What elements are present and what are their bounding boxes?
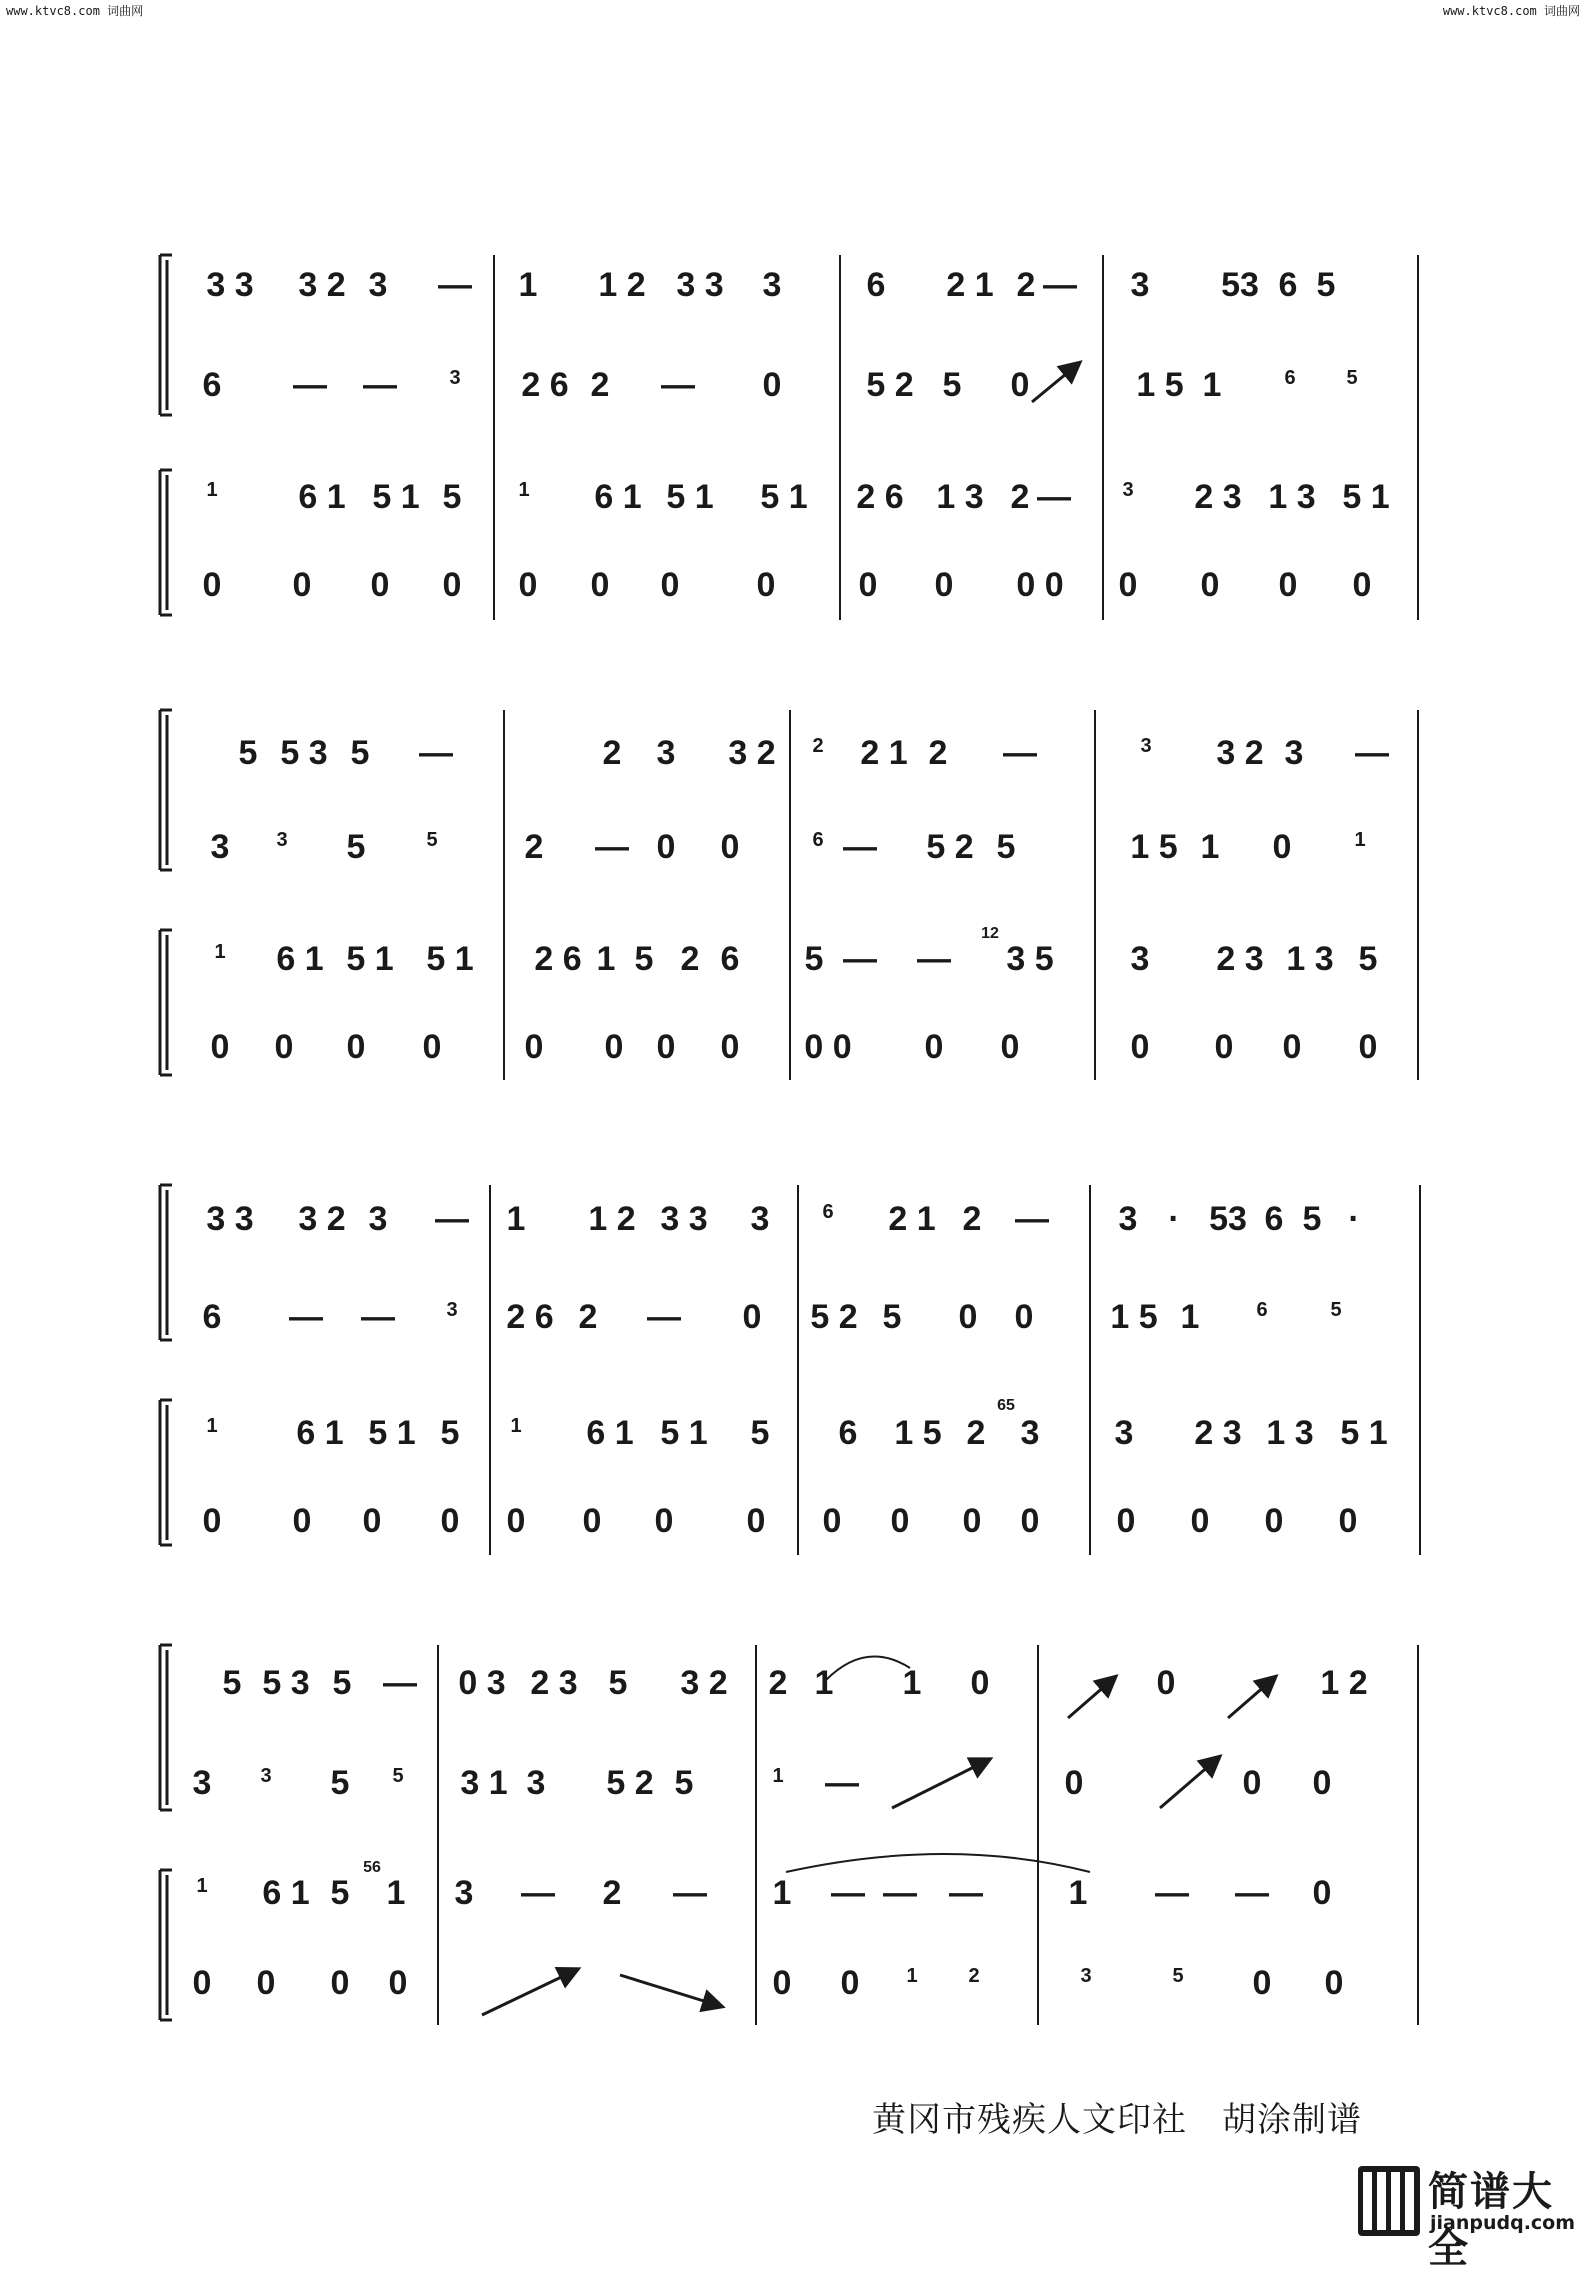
note: 2 3 — [1216, 940, 1264, 978]
site-header-left: www.ktvc8.com 词曲网 — [6, 4, 144, 18]
note: 5 — [1316, 266, 1336, 304]
note: 6 — [202, 1298, 222, 1336]
logo-name: 简谱大全 — [1428, 2169, 1554, 2272]
note: 2 — [962, 1200, 982, 1238]
note: 3 — [449, 367, 461, 389]
note: 6 — [838, 1414, 858, 1452]
note: — — [363, 366, 397, 404]
note: 5 1 — [368, 1414, 416, 1452]
note: 0 — [518, 566, 538, 604]
note: 6 — [1278, 266, 1298, 304]
note: 2 3 — [1194, 1414, 1242, 1452]
note: 6 1 — [298, 478, 346, 516]
note: 0 — [1190, 1502, 1210, 1540]
note: 2 6 — [521, 366, 569, 404]
note: 3 2 — [298, 1200, 346, 1238]
note: 5 3 — [280, 734, 328, 772]
note: 2 3 — [530, 1664, 578, 1702]
note: 3 — [1080, 1965, 1092, 1987]
note: 1 3 — [1266, 1414, 1314, 1452]
note: 1 — [518, 479, 530, 501]
note: — — [843, 940, 877, 978]
note: 2 — [590, 366, 610, 404]
note: 2 — [602, 1874, 622, 1912]
note: 5 — [1346, 367, 1358, 389]
note: 0 — [1352, 566, 1372, 604]
note: 0 — [1118, 566, 1138, 604]
note: — — [673, 1874, 707, 1912]
note: 0 — [292, 566, 312, 604]
note: 3 1 — [460, 1764, 508, 1802]
note: 1 — [902, 1664, 922, 1702]
note: — — [289, 1298, 323, 1336]
site-logo[interactable] — [1358, 2160, 1584, 2272]
logo-url: jianpudq.com — [1430, 2212, 1576, 2234]
note: 0 — [388, 1964, 408, 2002]
note: 5 — [804, 940, 824, 978]
note: 2 6 — [534, 940, 582, 978]
note: 0 — [1214, 1028, 1234, 1066]
note: — — [438, 266, 472, 304]
note: 3 — [1130, 266, 1150, 304]
note: 1 — [386, 1874, 406, 1912]
note: 0 — [256, 1964, 276, 2002]
note: 6 1 — [594, 478, 642, 516]
note: 0 — [1312, 1874, 1332, 1912]
note: 2 6 — [506, 1298, 554, 1336]
note: — — [361, 1298, 395, 1336]
note: 3 2 — [298, 266, 346, 304]
note: 0 — [604, 1028, 624, 1066]
note: 2 — [524, 828, 544, 866]
note: 3 — [1140, 735, 1152, 757]
note: 1 — [1180, 1298, 1200, 1336]
note: 0 — [772, 1964, 792, 2002]
note: 2 1 — [860, 734, 908, 772]
note: 0 — [590, 566, 610, 604]
note: 6 — [1264, 1200, 1284, 1238]
note: 5 1 — [666, 478, 714, 516]
note: 3 — [526, 1764, 546, 1802]
note: 1 3 — [1286, 940, 1334, 978]
note: 5 — [350, 734, 370, 772]
note: 2 — [1010, 478, 1030, 516]
note: 0 — [762, 366, 782, 404]
note: 6 1 — [276, 940, 324, 978]
note: 6 — [866, 266, 886, 304]
note: 0 — [924, 1028, 944, 1066]
note: 5 — [608, 1664, 628, 1702]
note: 0 — [756, 566, 776, 604]
note: 0 — [1000, 1028, 1020, 1066]
note: 0 — [1156, 1664, 1176, 1702]
note: 3 2 — [680, 1664, 728, 1702]
note: — — [293, 366, 327, 404]
note: 3 2 — [728, 734, 776, 772]
note: 0 — [970, 1664, 990, 1702]
note: 0 — [1272, 828, 1292, 866]
note: 0 — [202, 566, 222, 604]
note: 0 — [660, 566, 680, 604]
note: 0 — [1264, 1502, 1284, 1540]
note: 2 — [578, 1298, 598, 1336]
note: 5 3 — [262, 1664, 310, 1702]
note: 5 2 — [606, 1764, 654, 1802]
note: 3 — [192, 1764, 212, 1802]
note: 3 — [1114, 1414, 1134, 1452]
note: 5 — [332, 1664, 352, 1702]
note: 3 — [1118, 1200, 1138, 1238]
note: 3 — [454, 1874, 474, 1912]
score-system-1 — [0, 230, 1586, 650]
note: 3 — [210, 828, 230, 866]
note: 1 5 — [894, 1414, 942, 1452]
note: 1 — [1354, 829, 1366, 851]
grace-note: 12 — [981, 925, 999, 942]
note: 2 6 — [856, 478, 904, 516]
note: — — [1043, 266, 1077, 304]
score-system-3 — [0, 1170, 1586, 1570]
note: 6 — [1256, 1299, 1268, 1321]
note: 5 — [440, 1414, 460, 1452]
note: 53 — [1209, 1200, 1247, 1238]
note: 0 — [1312, 1764, 1332, 1802]
note: 0 — [1338, 1502, 1358, 1540]
note: — — [419, 734, 453, 772]
note: 0 — [582, 1502, 602, 1540]
note: 3 — [368, 266, 388, 304]
note: 3 3 — [206, 1200, 254, 1238]
note: 1 — [772, 1765, 784, 1787]
site-header-right: www.ktvc8.com 词曲网 — [1442, 4, 1580, 18]
piano-icon — [1358, 2166, 1420, 2236]
note: 0 — [274, 1028, 294, 1066]
note: 1 — [206, 1415, 218, 1437]
note: — — [1235, 1874, 1269, 1912]
note: 3 — [1122, 479, 1134, 501]
note: 0 — [192, 1964, 212, 2002]
note: 0 — [1200, 566, 1220, 604]
note: 5 — [222, 1664, 242, 1702]
note: — — [843, 828, 877, 866]
note: 5 — [942, 366, 962, 404]
note: 3 — [656, 734, 676, 772]
note: 5 — [634, 940, 654, 978]
note: 1 2 — [588, 1200, 636, 1238]
note: 5 1 — [426, 940, 474, 978]
note: 2 — [966, 1414, 986, 1452]
note: 5 2 — [866, 366, 914, 404]
note: — — [917, 940, 951, 978]
note: 0 — [746, 1502, 766, 1540]
note: 2 1 — [888, 1200, 936, 1238]
note: 0 3 — [458, 1664, 506, 1702]
note: 0 — [1020, 1502, 1040, 1540]
note: 6 — [1284, 367, 1296, 389]
note: 2 — [928, 734, 948, 772]
note: 0 — [1278, 566, 1298, 604]
note: 3 — [276, 829, 288, 851]
note: 0 — [1064, 1764, 1084, 1802]
note: 1 — [772, 1874, 792, 1912]
note: 0 — [934, 566, 954, 604]
note: 5 1 — [346, 940, 394, 978]
note: 3 — [260, 1765, 272, 1787]
note: 6 1 — [586, 1414, 634, 1452]
note: 0 — [720, 1028, 740, 1066]
note: — — [435, 1200, 469, 1238]
note: 2 — [812, 735, 824, 757]
note: 0 — [654, 1502, 674, 1540]
note: 0 — [822, 1502, 842, 1540]
note: 0 0 — [1016, 566, 1064, 604]
note: — — [595, 828, 629, 866]
note: 1 — [518, 266, 538, 304]
score-system-4 — [0, 1640, 1586, 2040]
note: — — [383, 1664, 417, 1702]
note: 3 — [762, 266, 782, 304]
note: — — [661, 366, 695, 404]
note: 1 — [510, 1415, 522, 1437]
note: 0 — [742, 1298, 762, 1336]
note: 3 — [1130, 940, 1150, 978]
note: 1 — [906, 1965, 918, 1987]
note: 3 — [750, 1200, 770, 1238]
note: 3 — [1020, 1414, 1040, 1452]
note: 5 — [330, 1874, 350, 1912]
note: 5 1 — [372, 478, 420, 516]
note: 0 — [1010, 366, 1030, 404]
note: · — [1348, 1200, 1360, 1238]
note: 3 3 — [206, 266, 254, 304]
note: 1 — [1202, 366, 1222, 404]
note: 6 — [202, 366, 222, 404]
note: 5 — [330, 1764, 350, 1802]
note: 0 — [1324, 1964, 1344, 2002]
note: — — [1037, 478, 1071, 516]
note: 6 1 — [296, 1414, 344, 1452]
note: 5 2 — [810, 1298, 858, 1336]
note: 0 — [1282, 1028, 1302, 1066]
note: 3 — [1284, 734, 1304, 772]
note: 0 — [1242, 1764, 1262, 1802]
note: 5 1 — [1342, 478, 1390, 516]
note: 0 — [210, 1028, 230, 1066]
note: 0 — [202, 1502, 222, 1540]
note: 1 — [596, 940, 616, 978]
note: 1 — [206, 479, 218, 501]
note: 0 0 — [804, 1028, 852, 1066]
note: 0 — [442, 566, 462, 604]
note: 0 — [720, 828, 740, 866]
note: 5 — [882, 1298, 902, 1336]
note: 1 — [214, 941, 226, 963]
note: — — [521, 1874, 555, 1912]
note: 3 — [446, 1299, 458, 1321]
note: 0 — [362, 1502, 382, 1540]
note: — — [883, 1874, 917, 1912]
note: 0 — [962, 1502, 982, 1540]
note: 5 — [238, 734, 258, 772]
note: 6 — [720, 940, 740, 978]
note: 0 — [1116, 1502, 1136, 1540]
note: 2 — [602, 734, 622, 772]
note: — — [1015, 1200, 1049, 1238]
note: 5 — [1302, 1200, 1322, 1238]
note: 3 3 — [660, 1200, 708, 1238]
note: 2 1 — [946, 266, 994, 304]
note: 5 1 — [760, 478, 808, 516]
note: 0 — [890, 1502, 910, 1540]
credit-line: 黄冈市残疾人文印社 胡涂制谱 — [872, 2100, 1362, 2140]
note: 0 — [656, 828, 676, 866]
note: · — [1168, 1200, 1180, 1238]
grace-note: 65 — [997, 1397, 1015, 1414]
note: — — [949, 1874, 983, 1912]
note: 3 5 — [1006, 940, 1054, 978]
note: 0 — [292, 1502, 312, 1540]
note: 0 — [346, 1028, 366, 1066]
note: 1 — [196, 1875, 208, 1897]
note: 5 — [1172, 1965, 1184, 1987]
note: 2 3 — [1194, 478, 1242, 516]
note: 6 — [822, 1201, 834, 1223]
note: 0 — [840, 1964, 860, 2002]
note: 0 — [440, 1502, 460, 1540]
note: — — [831, 1874, 865, 1912]
note: 1 3 — [1268, 478, 1316, 516]
note: 1 2 — [1320, 1664, 1368, 1702]
note: 5 — [442, 478, 462, 516]
note: 1 — [506, 1200, 526, 1238]
note: 0 — [858, 566, 878, 604]
note: 1 — [1200, 828, 1220, 866]
note: — — [1155, 1874, 1189, 1912]
note: 0 — [506, 1502, 526, 1540]
note: 2 — [1016, 266, 1036, 304]
note: 0 — [1252, 1964, 1272, 2002]
note: 5 — [1330, 1299, 1342, 1321]
note: 0 — [958, 1298, 978, 1336]
note: 53 — [1221, 266, 1259, 304]
note: — — [647, 1298, 681, 1336]
note: 0 — [524, 1028, 544, 1066]
note: — — [825, 1764, 859, 1802]
note: 0 — [656, 1028, 676, 1066]
note: 5 — [996, 828, 1016, 866]
note: 3 — [368, 1200, 388, 1238]
note: 5 — [674, 1764, 694, 1802]
note: 5 2 — [926, 828, 974, 866]
note: 6 — [812, 829, 824, 851]
note: 0 — [1358, 1028, 1378, 1066]
note: 5 — [392, 1765, 404, 1787]
note: 5 — [346, 828, 366, 866]
note: 1 5 — [1136, 366, 1184, 404]
note: 2 — [768, 1664, 788, 1702]
score-system-2 — [0, 700, 1586, 1100]
note: 3 3 — [676, 266, 724, 304]
note: 1 — [814, 1664, 834, 1702]
note: 5 — [1358, 940, 1378, 978]
note: 1 5 — [1130, 828, 1178, 866]
note: 1 5 — [1110, 1298, 1158, 1336]
note: — — [1355, 734, 1389, 772]
note: 6 1 — [262, 1874, 310, 1912]
note: 5 1 — [1340, 1414, 1388, 1452]
note: 3 2 — [1216, 734, 1264, 772]
note: 1 2 — [598, 266, 646, 304]
note: 1 3 — [936, 478, 984, 516]
note: 2 — [968, 1965, 980, 1987]
note: 0 — [370, 566, 390, 604]
note: 5 1 — [660, 1414, 708, 1452]
note: 0 — [422, 1028, 442, 1066]
note: — — [1003, 734, 1037, 772]
note: 0 — [330, 1964, 350, 2002]
grace-note: 56 — [363, 1859, 381, 1876]
note: 5 — [750, 1414, 770, 1452]
note: 1 — [1068, 1874, 1088, 1912]
note: 0 — [1014, 1298, 1034, 1336]
note: 5 — [426, 829, 438, 851]
note: 2 — [680, 940, 700, 978]
note: 0 — [1130, 1028, 1150, 1066]
